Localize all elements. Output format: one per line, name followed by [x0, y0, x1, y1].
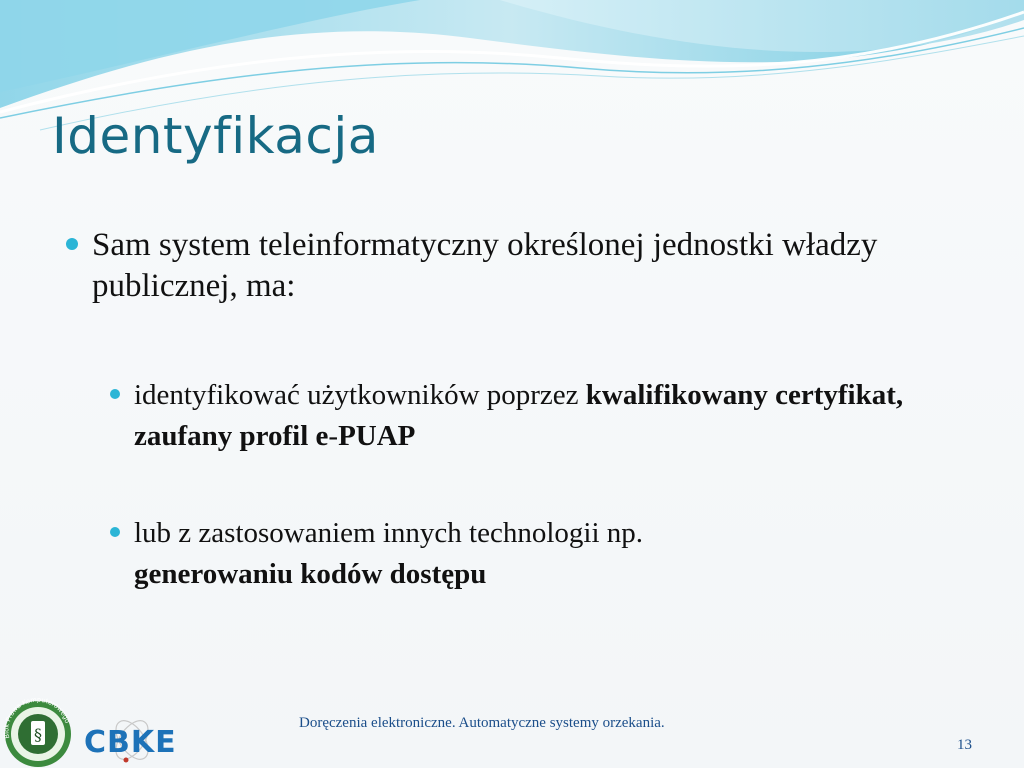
sub-bullet-bold-text: PUAP: [338, 420, 416, 452]
sub-bullet-text: identyfikować użytkowników poprzez: [134, 379, 586, 411]
page-number: 13: [957, 737, 972, 753]
bullet-dot-icon: [110, 527, 120, 537]
svg-text:CBKE: CBKE: [84, 725, 177, 760]
sub-bullet-other-technologies: [134, 513, 964, 595]
slide-title: Identyfikacja: [52, 107, 379, 165]
bullet-dot-icon: [110, 389, 120, 399]
svg-text:Blok Prawa Komputerowego: Blok Prawa Komputerowego: [2, 696, 72, 740]
sub-bullet-text: lub z zastosowaniem innych technologii np.: [134, 517, 644, 549]
bullet-dot-icon: [66, 238, 78, 250]
main-bullet: [92, 225, 952, 307]
cbke-logo: [80, 716, 184, 764]
sub-bullet-identification: [134, 375, 964, 457]
footer-text: Doręczenia elektroniczne. Automatyczne systemy orzekania.: [299, 715, 665, 731]
sub-bullet-text: -: [328, 420, 339, 452]
main-bullet-text: Sam system teleinformatyczny określonej jednostki władzy publicznej, ma:: [92, 227, 878, 304]
blok-prawa-komputerowego-logo: [0, 696, 76, 768]
svg-text:§: §: [34, 725, 42, 744]
sub-bullet-bold-text: kwalifikowany certyfikat, zaufany profil e: [134, 379, 904, 452]
sub-bullet-bold-text: generowaniu kodów dostępu: [134, 558, 487, 590]
